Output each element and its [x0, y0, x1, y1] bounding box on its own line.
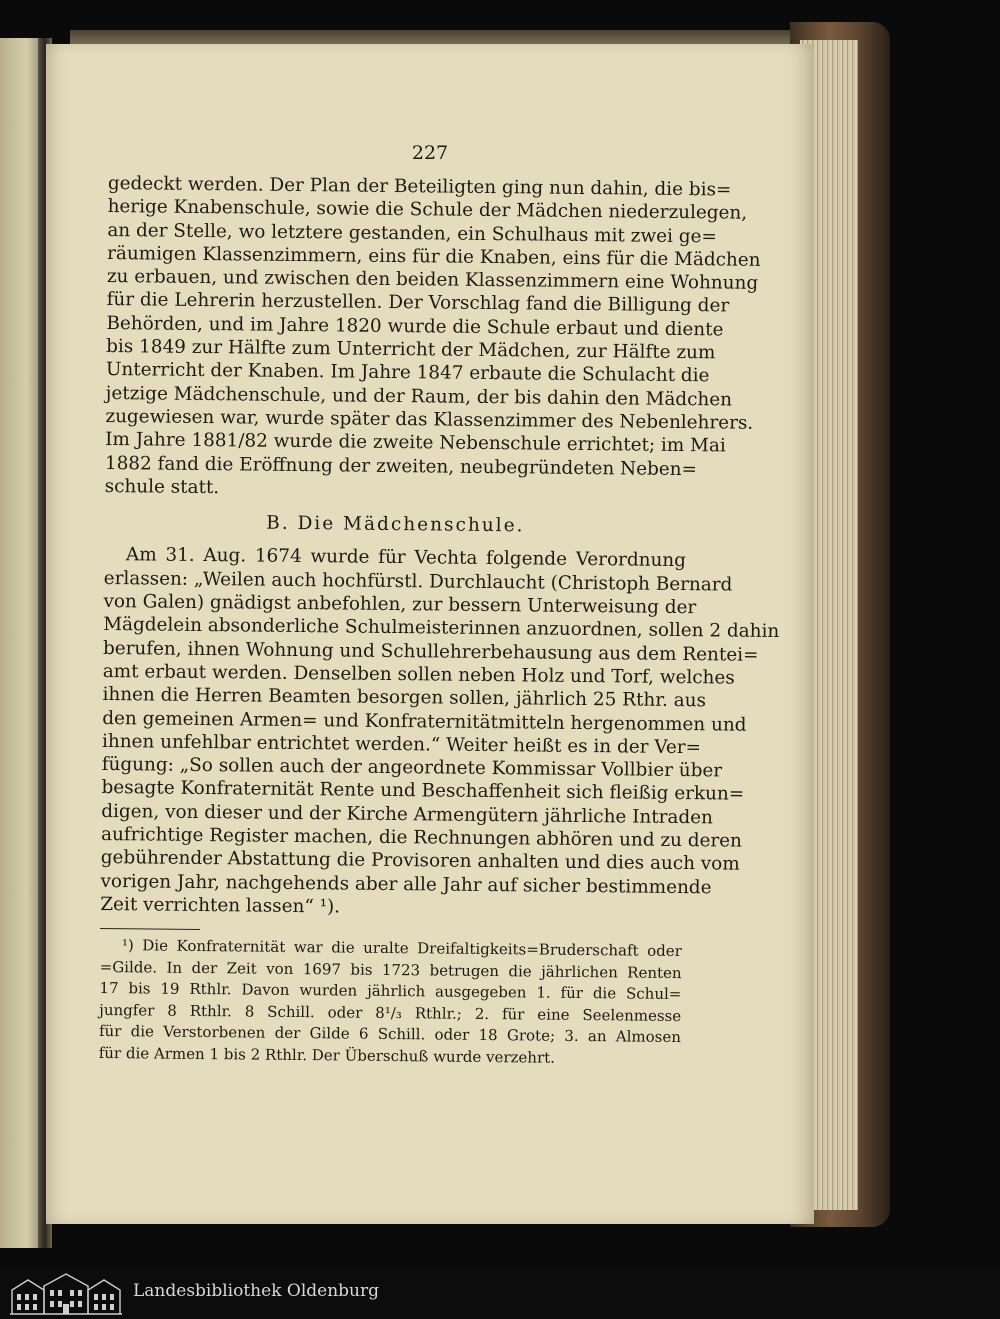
text-line: gebührender Abstattung die Provisoren anhalten und dies auch vom [100, 847, 740, 875]
text-line: herige Knabenschule, sowie die Schule der Mädchen niederzulegen, [107, 196, 748, 224]
footnote-rule [100, 928, 200, 930]
text-line: Am 31. Aug. 1674 wurde für Vechta folgende Verordnung [125, 544, 687, 572]
text-line: erlassen: „Weilen auch hochfürstl. Durchlaucht (Christoph Bernard [103, 567, 733, 596]
text-line: =Gilde. In der Zeit von 1697 bis 1723 betrugen die jährlichen Renten [99, 957, 682, 982]
text-line: an der Stelle, wo letztere gestanden, ein Schulhaus mit zwei ge= [107, 219, 717, 247]
library-banner [0, 1268, 1000, 1319]
text-line: jungfer 8 Rthlr. 8 Schill. oder 8¹/₃ Rthlr.; 2. für eine Seelenmesse [99, 1000, 682, 1025]
text-line: den gemeinen Armen= und Konfraternitätmitteln hergenommen und [102, 707, 747, 736]
text-line: besagte Konfraternität Rente und Beschaffenheit sich fleißig erkun= [101, 777, 745, 806]
text-line: schule statt. [104, 475, 220, 499]
text-line: 1882 fand die Eröffnung der zweiten, neubegründeten Neben= [104, 452, 698, 480]
page-text [98, 172, 780, 1070]
text-line: Mägdelein absonderliche Schulmeisterinnen anzuordnen, sollen 2 dahin [103, 614, 780, 643]
text-line: für die Verstorbenen der Gilde 6 Schill. oder 18 Grote; 3. an Almosen [98, 1022, 682, 1047]
library-building-icon [8, 1270, 124, 1316]
institution-name: Landesbibliothek Oldenburg [133, 1281, 380, 1301]
text-line: jetzige Mädchenschule, und der Raum, der bis dahin den Mädchen [105, 382, 733, 411]
text-line: Behörden, und im Jahre 1820 wurde die Schule erbaut und diente [106, 312, 724, 341]
footnote [99, 935, 682, 1070]
text-line: gedeckt werden. Der Plan der Beteiligten ging nun dahin, die bis= [107, 172, 732, 201]
text-line: 17 bis 19 Rthlr. Davon wurden jährlich ausgegeben 1. für die Schul= [99, 979, 682, 1004]
text-line: Im Jahre 1881/82 wurde die zweite Nebenschule errichtet; im Mai [105, 429, 726, 457]
text-line: zu erbauen, und zwischen den beiden Klassenzimmern eine Wohnung [106, 266, 759, 295]
paragraph-2 [100, 543, 780, 922]
text-line: Zeit verrichten lassen“ ¹). [100, 893, 341, 918]
text-line: ¹) Die Konfraternität war die uralte Dreifaltigkeits=Bruderschaft oder [121, 936, 682, 961]
text-line: für die Lehrerin herzustellen. Der Vorschlag fand die Billigung der [106, 289, 730, 317]
page-number: 227 [411, 142, 449, 164]
paragraph-1 [104, 172, 761, 504]
text-line: für die Armen 1 bis 2 Rthlr. Der Überschuß wurde verzehrt. [98, 1043, 556, 1067]
text-line: bis 1849 zur Hälfte zum Unterricht der Mädchen, zur Hälfte zum [106, 336, 716, 364]
text-line: digen, von dieser und der Kirche Armengütern jährliche Intraden [101, 800, 714, 829]
text-line: vorigen Jahr, nachgehends aber alle Jahr auf sicher bestimmende [100, 870, 712, 898]
text-line: ihnen unfehlbar entrichtet werden.“ Weiter heißt es in der Ver= [101, 730, 702, 759]
text-line: von Galen) gnädigst anbefohlen, zur bessern Unterweisung der [103, 591, 697, 619]
text-line: räumigen Klassenzimmern, eins für die Knaben, eins für die Mädchen [107, 242, 761, 271]
section-heading: B. Die Mädchenschule. [266, 512, 525, 537]
book-page [46, 44, 814, 1224]
text-line: Unterricht der Knaben. Im Jahre 1847 erbaute die Schulacht die [105, 359, 710, 387]
text-line: berufen, ihnen Wohnung und Schullehrerbehausung aus dem Rentei= [102, 637, 759, 666]
text-line: amt erbaut werden. Denselben sollen neben Holz und Torf, welches [102, 660, 735, 689]
text-line: ihnen die Herren Beamten besorgen sollen, jährlich 25 Rthr. aus [102, 684, 707, 712]
text-line: aufrichtige Register machen, die Rechnungen abhören und zu deren [100, 823, 743, 852]
text-line: fügung: „So sollen auch der angeordnete Kommissar Vollbier über [101, 754, 723, 782]
text-line: zugewiesen war, wurde später das Klassenzimmer des Nebenlehrers. [105, 405, 754, 434]
